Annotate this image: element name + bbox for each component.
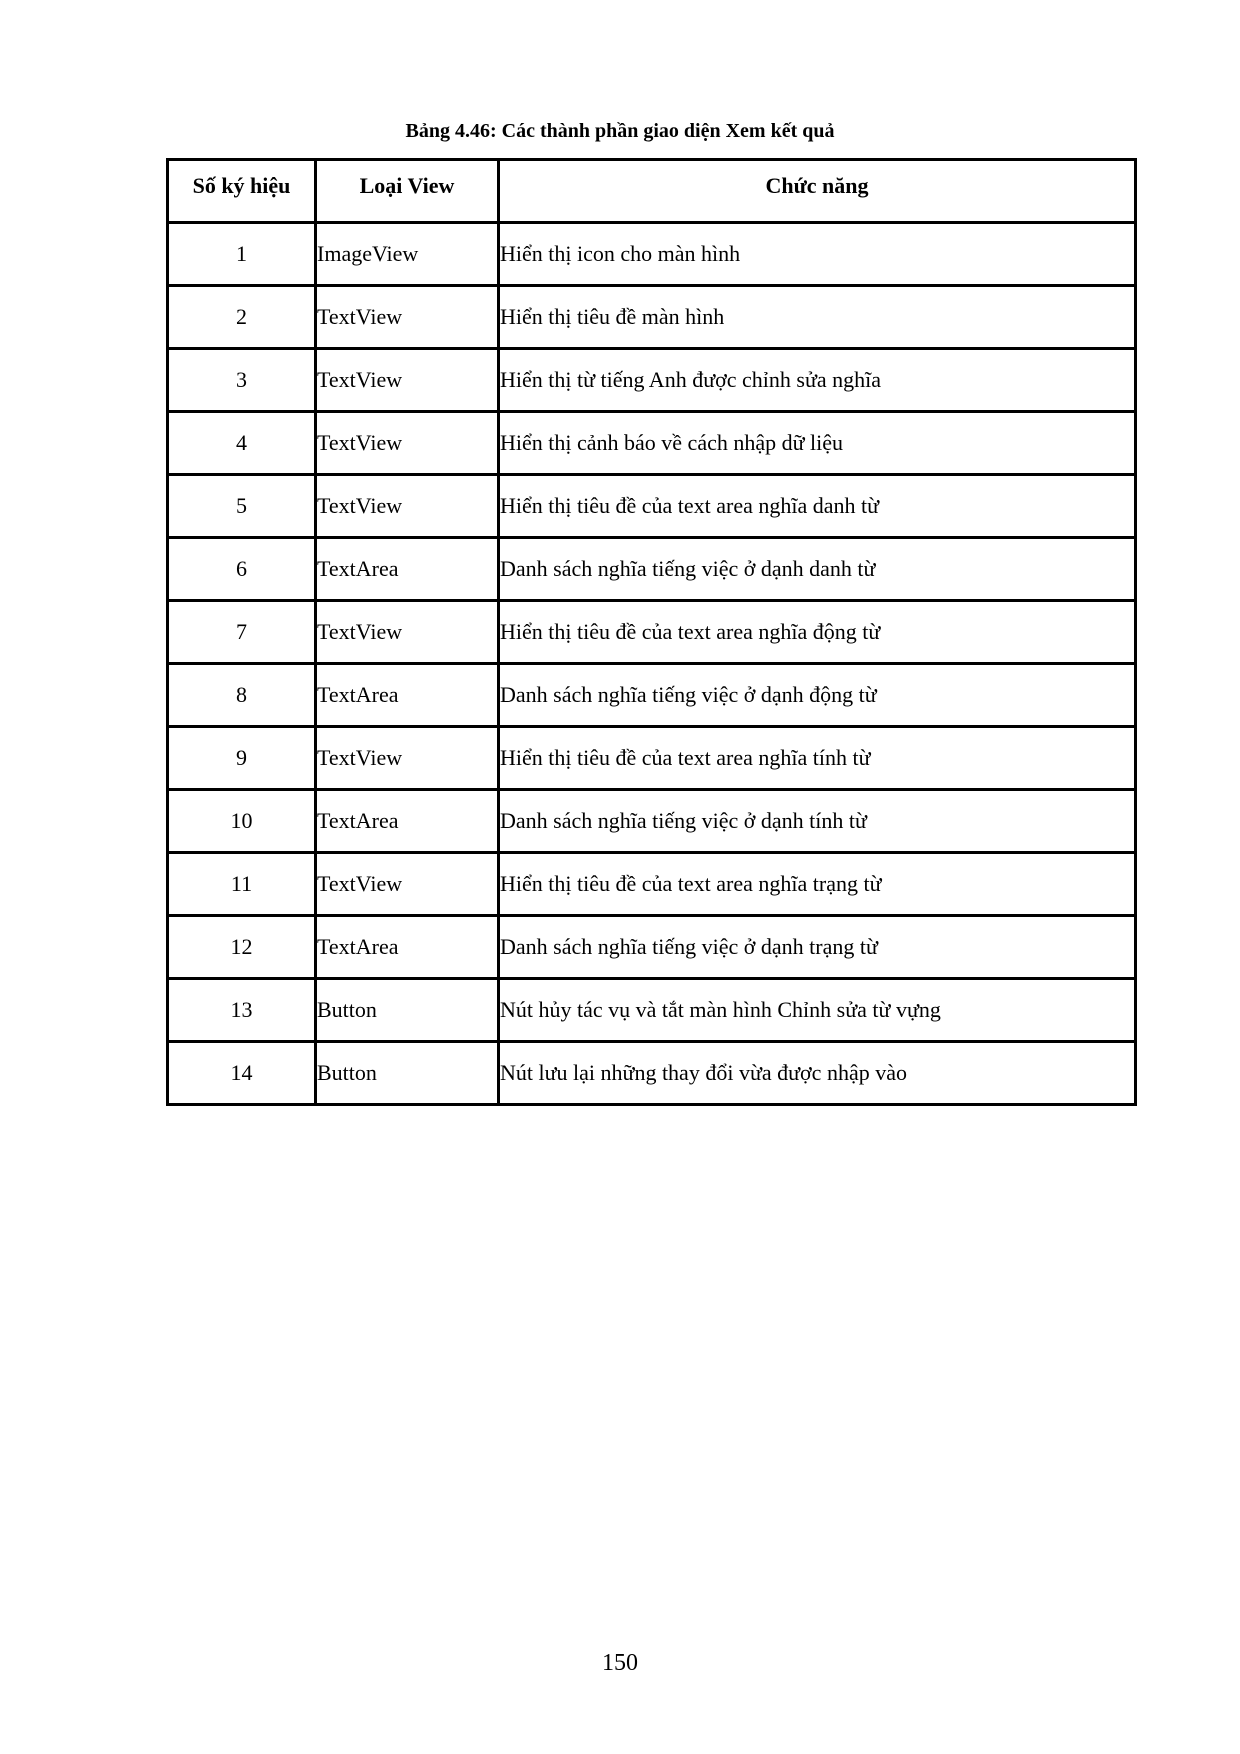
cell-function: Hiển thị tiêu đề của text area nghĩa tính từ [499, 727, 1136, 790]
table-row [168, 475, 1136, 538]
cell-function: Hiển thị tiêu đề của text area nghĩa danh từ [499, 475, 1136, 538]
cell-symbol-number: 7 [168, 601, 316, 664]
cell-symbol-number: 9 [168, 727, 316, 790]
cell-function: Danh sách nghĩa tiếng việc ở dạnh trạng từ [499, 916, 1136, 979]
cell-function: Nút hủy tác vụ và tắt màn hình Chỉnh sửa từ vựng [499, 979, 1136, 1042]
cell-function: Hiển thị tiêu đề của text area nghĩa động từ [499, 601, 1136, 664]
cell-symbol-number: 5 [168, 475, 316, 538]
cell-symbol-number: 6 [168, 538, 316, 601]
cell-view-type: TextView [316, 727, 499, 790]
cell-function: Hiển thị tiêu đề của text area nghĩa trạng từ [499, 853, 1136, 916]
cell-function: Hiển thị cảnh báo về cách nhập dữ liệu [499, 412, 1136, 475]
table-row [168, 790, 1136, 853]
table-row [168, 916, 1136, 979]
cell-view-type: Button [316, 979, 499, 1042]
table-row [168, 1042, 1136, 1105]
cell-symbol-number: 8 [168, 664, 316, 727]
cell-view-type: TextView [316, 853, 499, 916]
cell-function: Hiển thị tiêu đề màn hình [499, 286, 1136, 349]
cell-view-type: TextArea [316, 538, 499, 601]
header-view-type: Loại View [316, 160, 499, 223]
table-row [168, 223, 1136, 286]
table-body [168, 223, 1136, 1105]
cell-view-type: ImageView [316, 223, 499, 286]
table-row [168, 979, 1136, 1042]
table-row [168, 664, 1136, 727]
cell-function: Danh sách nghĩa tiếng việc ở dạnh động từ [499, 664, 1136, 727]
cell-view-type: TextView [316, 412, 499, 475]
table-row [168, 286, 1136, 349]
table-header-row [168, 160, 1136, 223]
cell-function: Danh sách nghĩa tiếng việc ở dạnh tính từ [499, 790, 1136, 853]
cell-view-type: TextView [316, 349, 499, 412]
cell-symbol-number: 11 [168, 853, 316, 916]
cell-view-type: Button [316, 1042, 499, 1105]
cell-view-type: TextArea [316, 790, 499, 853]
cell-symbol-number: 10 [168, 790, 316, 853]
cell-symbol-number: 3 [168, 349, 316, 412]
cell-function: Hiển thị từ tiếng Anh được chỉnh sửa nghĩa [499, 349, 1136, 412]
cell-view-type: TextArea [316, 916, 499, 979]
cell-symbol-number: 4 [168, 412, 316, 475]
cell-function: Danh sách nghĩa tiếng việc ở dạnh danh từ [499, 538, 1136, 601]
cell-symbol-number: 13 [168, 979, 316, 1042]
cell-view-type: TextView [316, 601, 499, 664]
cell-function: Hiển thị icon cho màn hình [499, 223, 1136, 286]
header-function: Chức năng [499, 160, 1136, 223]
table-row [168, 853, 1136, 916]
cell-symbol-number: 14 [168, 1042, 316, 1105]
cell-symbol-number: 2 [168, 286, 316, 349]
page-number: 150 [602, 1650, 638, 1676]
header-symbol-number: Số ký hiệu [168, 160, 316, 223]
cell-symbol-number: 12 [168, 916, 316, 979]
cell-function: Nút lưu lại những thay đổi vừa được nhập vào [499, 1042, 1136, 1105]
cell-view-type: TextArea [316, 664, 499, 727]
table-row [168, 349, 1136, 412]
table-caption: Bảng 4.46: Các thành phần giao diện Xem kết quả [405, 120, 835, 142]
cell-symbol-number: 1 [168, 223, 316, 286]
table-row [168, 601, 1136, 664]
table-row [168, 412, 1136, 475]
ui-components-table [166, 158, 1137, 1106]
cell-view-type: TextView [316, 286, 499, 349]
table-row [168, 727, 1136, 790]
table-row [168, 538, 1136, 601]
cell-view-type: TextView [316, 475, 499, 538]
